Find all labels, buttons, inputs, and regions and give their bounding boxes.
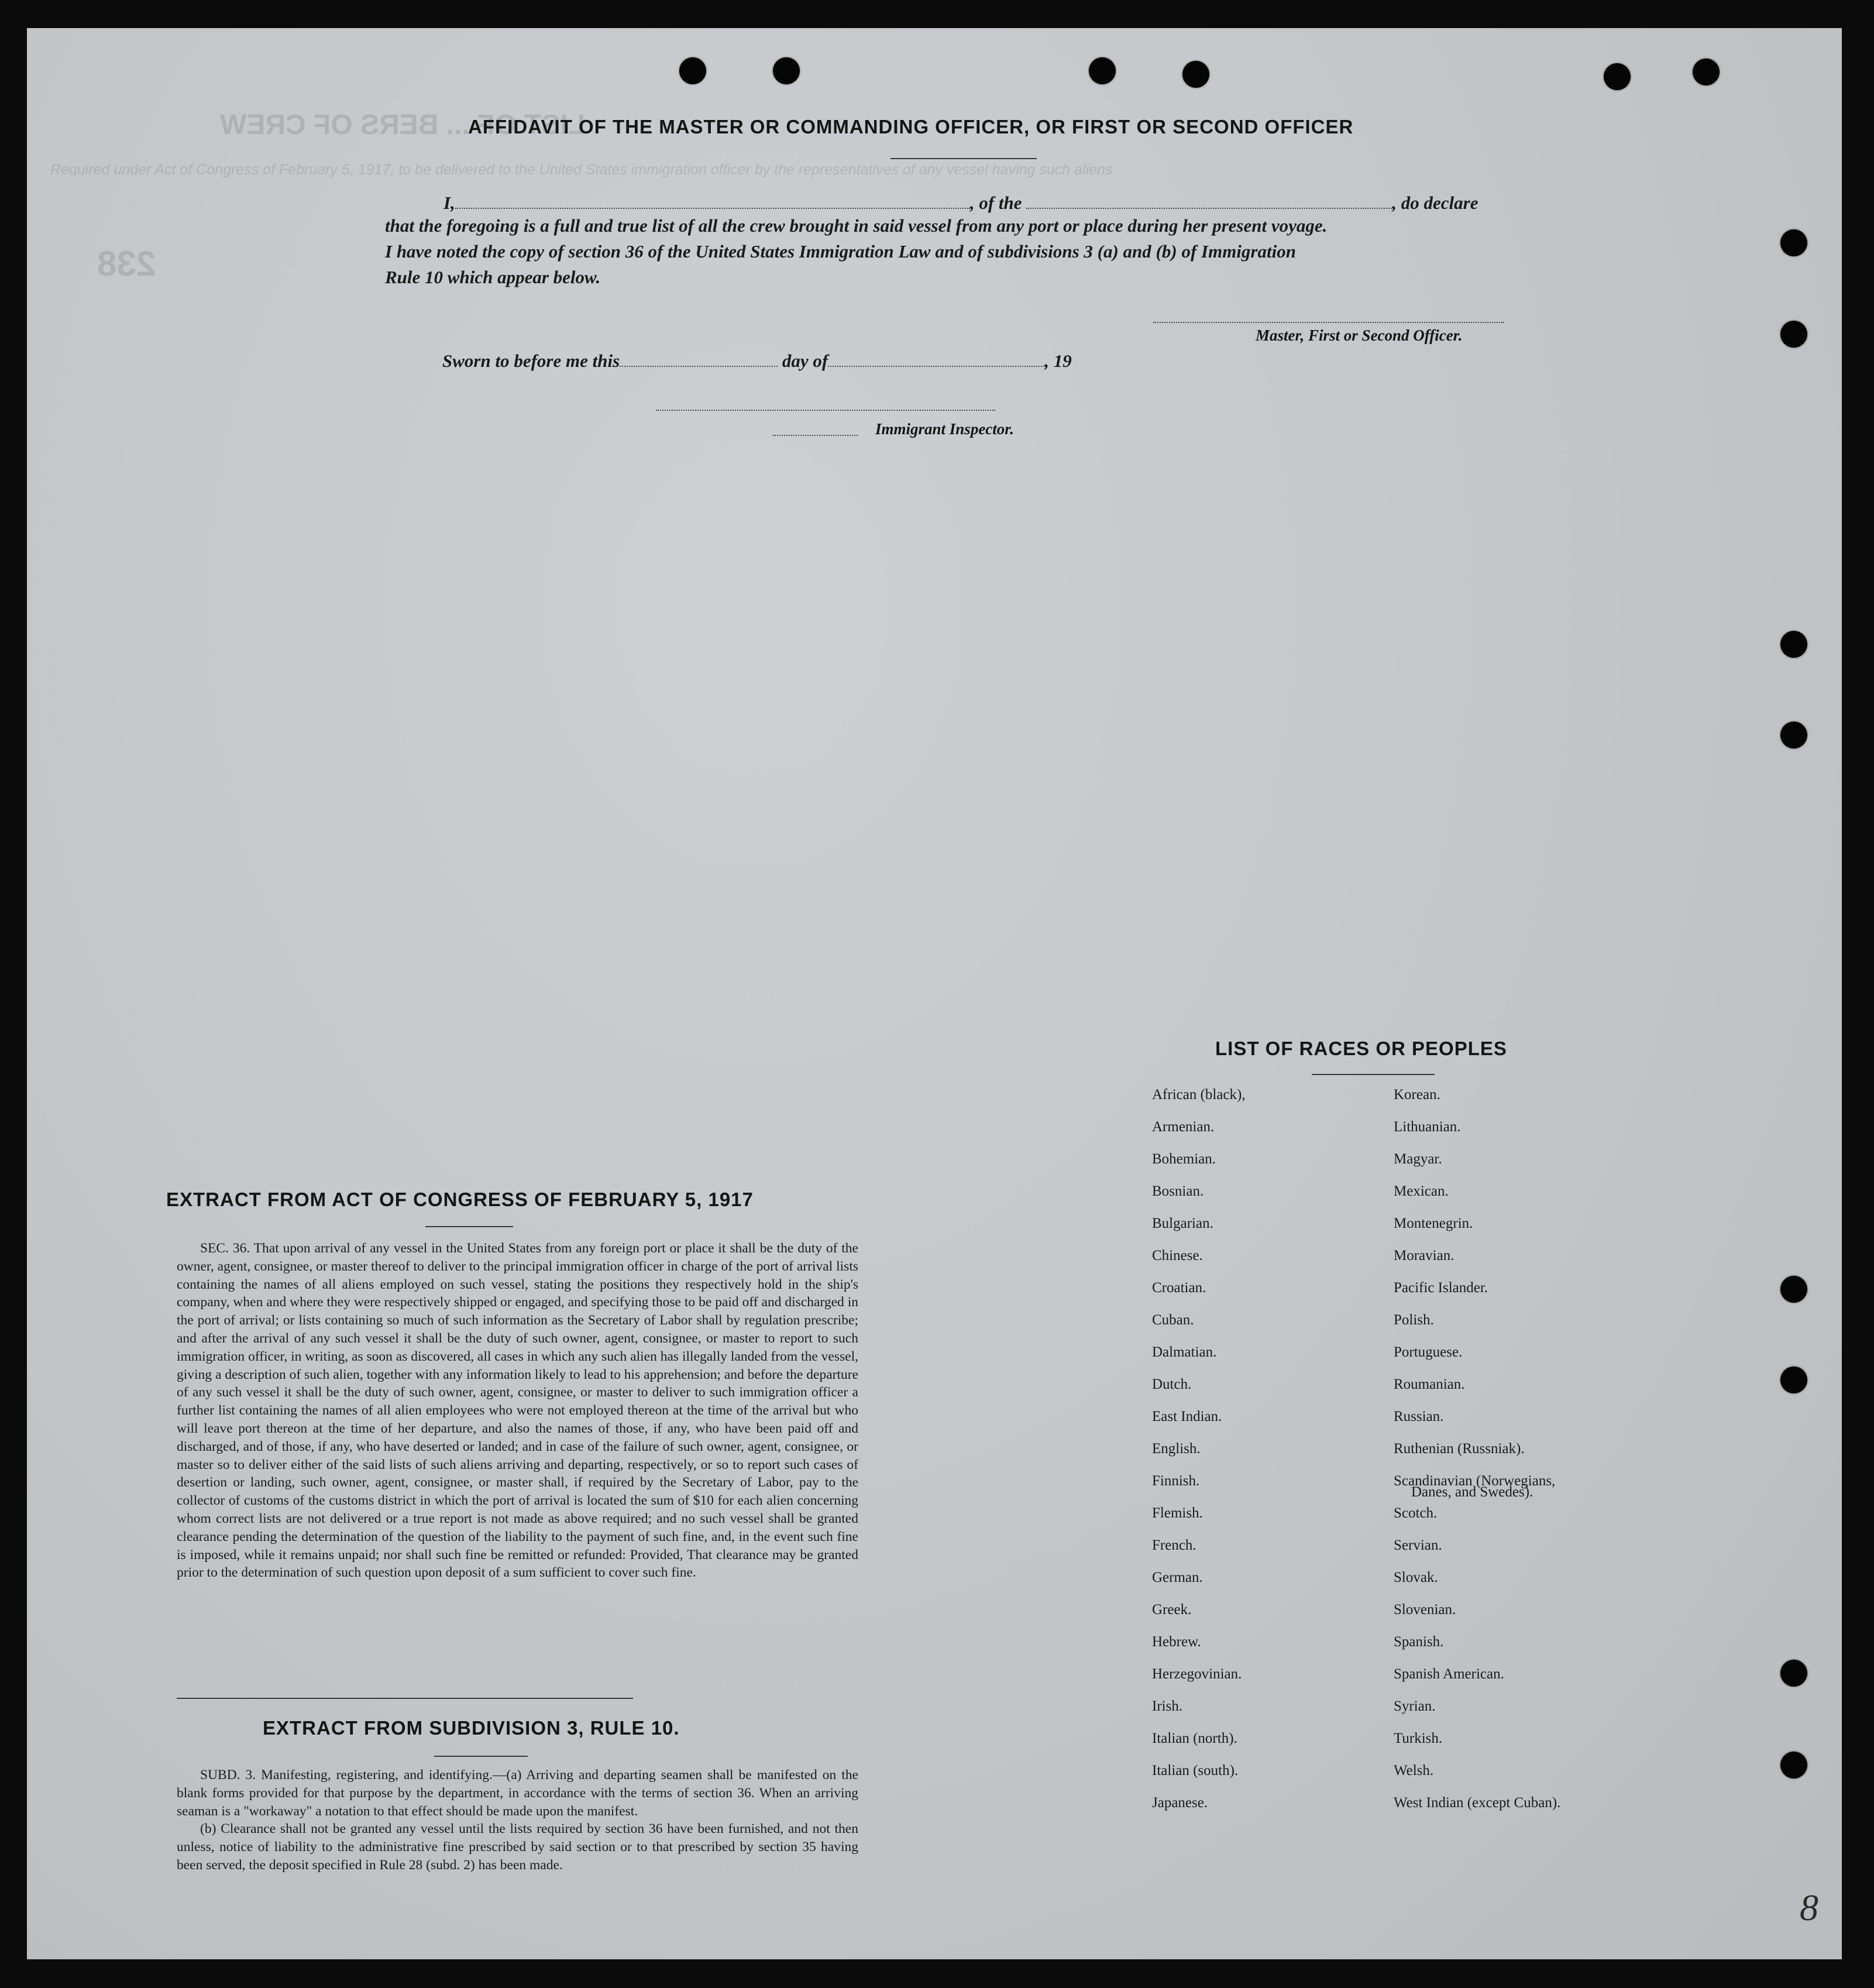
race-item: Ruthenian (Russniak). [1394, 1441, 1525, 1457]
sworn-line [442, 348, 1072, 372]
race-item: Magyar. [1394, 1151, 1442, 1167]
race-item: Chinese. [1152, 1248, 1203, 1263]
sworn-month-field[interactable] [828, 348, 1044, 367]
race-item: Italian (north). [1152, 1731, 1237, 1746]
punch-hole [1693, 59, 1720, 85]
race-item: Bosnian. [1152, 1183, 1204, 1199]
race-item: Moravian. [1394, 1248, 1455, 1263]
race-item: West Indian (except Cuban). [1394, 1795, 1561, 1811]
race-item: Bohemian. [1152, 1151, 1216, 1167]
act-end-rule [177, 1698, 633, 1699]
race-item: Spanish American. [1394, 1666, 1504, 1682]
rule-10-text [177, 1766, 858, 1874]
sworn-label: Sworn to before me this [442, 351, 620, 371]
punch-hole [773, 57, 800, 84]
race-item: Polish. [1394, 1312, 1434, 1328]
bleed-through-subtitle: Required under Act of Congress of February 5, 1917, to be delivered to the United States immigration officer by the representatives of any vessel having such aliens [50, 162, 1113, 178]
punch-hole [1780, 1660, 1807, 1687]
race-item: Slovak. [1394, 1570, 1438, 1585]
race-item: Croatian. [1152, 1280, 1206, 1296]
inspector-signature-dots [773, 434, 858, 436]
punch-hole [1780, 631, 1807, 658]
race-item: Dalmatian. [1152, 1344, 1217, 1360]
race-item: Dutch. [1152, 1376, 1192, 1392]
punch-hole [1182, 61, 1209, 88]
race-item: Greek. [1152, 1602, 1192, 1618]
race-item: Korean. [1394, 1087, 1440, 1103]
race-item: Herzegovinian. [1152, 1666, 1242, 1682]
races-list-right [1394, 1087, 1560, 1828]
bleed-through-number: 238 [97, 244, 156, 283]
rule-10-subd-b: (b) Clearance shall not be granted any vessel until the lists required by section 36 have been furnished, and not then unless, notice of liability to the administrative fine prescribed by said section or to that prescribed by section 35 having been served, the deposit specified in Rule 28 (subd. 2) has been made. [177, 1821, 858, 1873]
race-item: Pacific Islander. [1394, 1280, 1488, 1296]
race-item: Irish. [1152, 1698, 1183, 1714]
race-item: African (black), [1152, 1087, 1246, 1103]
master-signature-field[interactable] [1153, 321, 1504, 323]
bleed-through-title: LIST OF ... BERS OF CREW [220, 109, 585, 140]
race-item: Welsh. [1394, 1763, 1434, 1778]
race-item: Scandinavian (Norwegians, [1394, 1473, 1556, 1489]
punch-hole [1780, 321, 1807, 348]
document-page [27, 28, 1842, 1959]
inspector-signature-field[interactable] [656, 408, 995, 411]
race-item: Roumanian. [1394, 1376, 1465, 1392]
sworn-day-field[interactable] [620, 348, 778, 367]
vessel-label: , of the [969, 193, 1022, 213]
race-item: English. [1152, 1441, 1201, 1457]
section-36-text [177, 1240, 858, 1582]
race-item: French. [1152, 1537, 1196, 1553]
race-item: Montenegrin. [1394, 1216, 1473, 1231]
race-item: Italian (south). [1152, 1763, 1239, 1778]
declare-label: , do declare [1392, 193, 1478, 213]
heading-divider [890, 158, 1037, 159]
punch-hole [1780, 229, 1807, 256]
master-signature-label: Master, First or Second Officer. [1256, 327, 1463, 344]
punch-hole [1780, 1276, 1807, 1303]
race-item: Bulgarian. [1152, 1216, 1213, 1231]
punch-hole [1780, 722, 1807, 748]
races-list-left [1152, 1087, 1246, 1828]
affidavit-statement-line: Rule 10 which appear below. [385, 267, 601, 287]
vessel-name-field[interactable] [1026, 190, 1392, 209]
punch-hole [1604, 63, 1631, 90]
page-number-mark: 8 [1800, 1887, 1818, 1928]
affidavit-statement-line: I have noted the copy of section 36 of the United States Immigration Law and of subdivisions 3 (a) and (b) of Immigration [385, 241, 1296, 262]
race-item: Cuban. [1152, 1312, 1194, 1328]
day-of-label: day of [782, 351, 828, 371]
act-heading: EXTRACT FROM ACT OF CONGRESS OF FEBRUARY 5, 1917 [166, 1189, 754, 1210]
rule-10-subd-a: SUBD. 3. Manifesting, registering, and identifying.—(a) Arriving and departing seamen shall be manifested on the blank forms provided for that purpose by the department, in accordance with the terms of section 36. When an arriving seaman is a "workaway" a notation to that effect should be made upon the manifest. [177, 1767, 858, 1819]
affidavit-declaration-line [443, 190, 1478, 214]
rule-10-divider [434, 1756, 528, 1757]
section-36-paragraph: SEC. 36. That upon arrival of any vessel in the United States from any foreign port or place it shall be the duty of the owner, agent, consignee, or master thereof to deliver to the principal immigration officer in charge of the port of arrival lists containing the names of all aliens employed on such vessel, stating the positions they respectively hold in the ship's company, when and where they were respectively shipped or engaged, and specifying those to be paid off and discharged in the port of arrival; or lists containing so much of such information as the Secretary of Labor shall by regulation prescribe; and after the arrival of any such vessel it shall be the duty of such owner, agent, consignee, or master to report to such immigration officer, in writing, as soon as discovered, all cases in which any such alien has illegally landed from the vessel, giving a description of such alien, together with any information likely to lead to his apprehension; and before the departure of any such vessel it shall be the duty of such owner, agent, consignee, or master to deliver to such immigration officer a further list containing the names of all alien employees who were not employed thereon at the time of the arrival but who will leave port thereon at the time of her departure, and also the names of those, if any, who have been paid off and discharged, and of those, if any, who have deserted or landed; and in case of the failure of such owner, agent, consignee, or master so to deliver either of the said lists of such aliens arriving and departing, respectively, or so to report such cases of desertion or landing, such owner, agent, consignee, or master shall, if required by the Secretary of Labor, pay to the collector of customs of the customs district in which the port of arrival is located the sum of $10 for each alien concerning whom correct lists are not delivered or a true report is not made as above required; and no such vessel shall be granted clearance pending the determination of the question of the liability to the payment of such fine, and, in the event such fine is imposed, while it remains unpaid; nor shall such fine be remitted or refunded: Provided, That clearance may be granted prior to the determination of such question upon deposit of a sum sufficient to cover such fine. [177, 1241, 858, 1581]
races-divider [1312, 1074, 1435, 1075]
inspector-signature-label: Immigrant Inspector. [875, 420, 1015, 438]
punch-hole [679, 57, 706, 84]
race-item: Spanish. [1394, 1634, 1444, 1650]
affidavit-statement-line: that the foregoing is a full and true list of all the crew brought in said vessel from any port or place during her present voyage. [385, 215, 1328, 236]
year-prefix-label: , 19 [1044, 351, 1072, 371]
punch-hole [1089, 57, 1116, 84]
affidavit-heading: AFFIDAVIT OF THE MASTER OR COMMANDING OFFICER, OR FIRST OR SECOND OFFICER [468, 116, 1354, 138]
race-item: Mexican. [1394, 1183, 1449, 1199]
punch-hole [1780, 1752, 1807, 1778]
race-item: Syrian. [1394, 1698, 1436, 1714]
race-item: Turkish. [1394, 1731, 1443, 1746]
race-item: Servian. [1394, 1537, 1442, 1553]
race-item: German. [1152, 1570, 1203, 1585]
race-item: Japanese. [1152, 1795, 1208, 1811]
punch-hole [1780, 1366, 1807, 1393]
race-item: East Indian. [1152, 1409, 1222, 1424]
act-divider [425, 1226, 513, 1227]
race-item: Portuguese. [1394, 1344, 1463, 1360]
race-item: Armenian. [1152, 1119, 1215, 1135]
race-item: Scotch. [1394, 1505, 1438, 1521]
race-item: Slovenian. [1394, 1602, 1456, 1618]
races-list-item-continuation: Danes, and Swedes). [1411, 1484, 1533, 1500]
race-item: Flemish. [1152, 1505, 1203, 1521]
race-item: Russian. [1394, 1409, 1444, 1424]
declarant-name-field[interactable] [455, 190, 970, 209]
race-item: Finnish. [1152, 1473, 1200, 1489]
declarant-label: I, [443, 193, 455, 213]
rule-10-heading: EXTRACT FROM SUBDIVISION 3, RULE 10. [263, 1717, 680, 1739]
race-item: Lithuanian. [1394, 1119, 1461, 1135]
races-heading: LIST OF RACES OR PEOPLES [1215, 1038, 1507, 1059]
race-item: Hebrew. [1152, 1634, 1201, 1650]
